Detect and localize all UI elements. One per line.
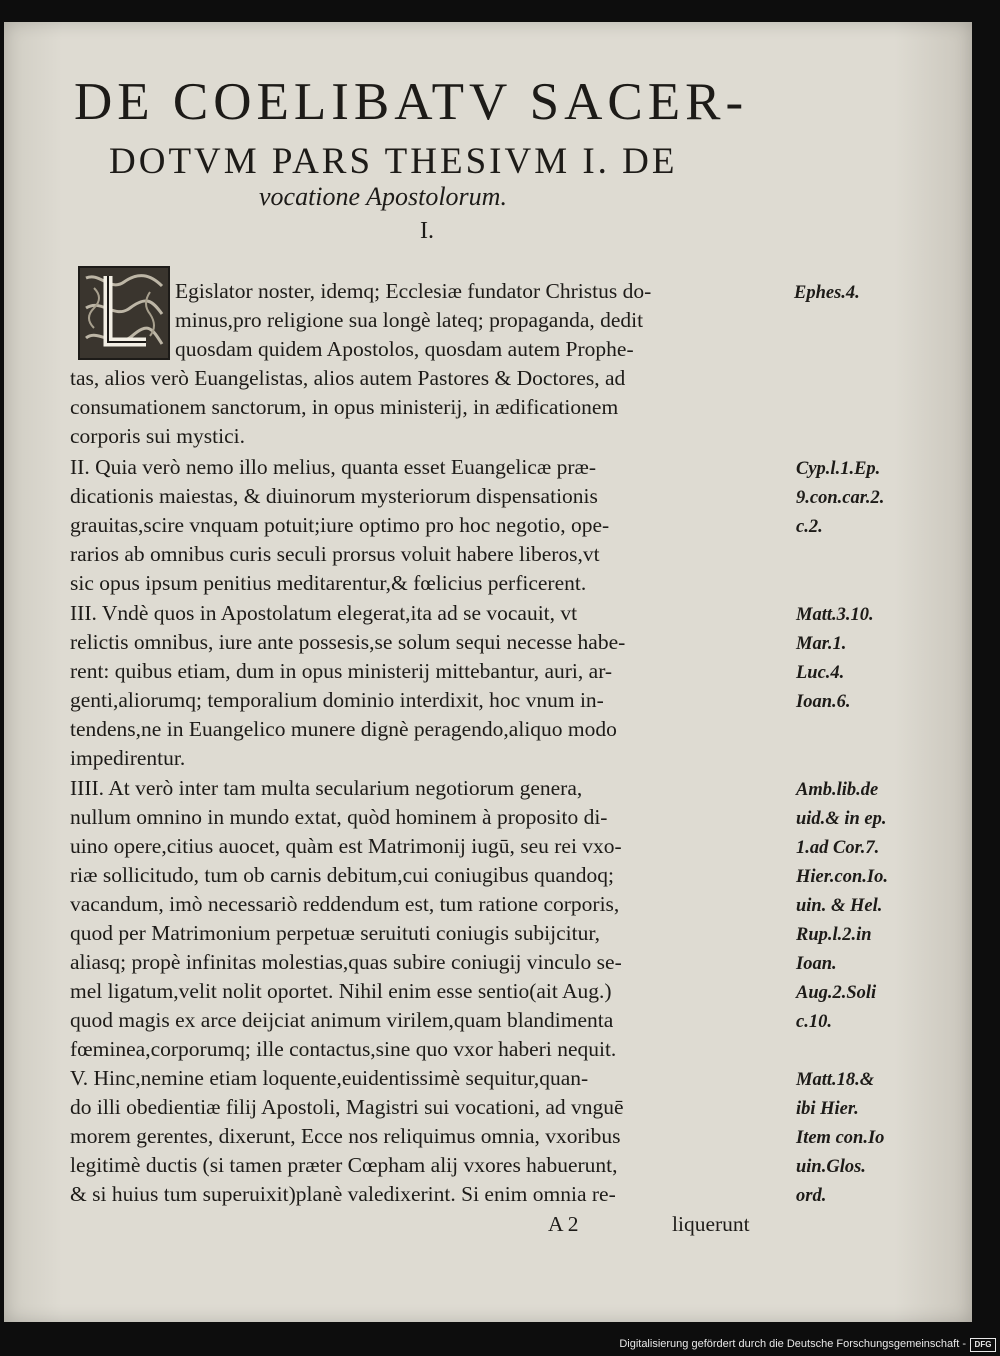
margin-note: Matt.18.& (796, 1070, 875, 1090)
margin-note: Ephes.4. (794, 283, 860, 303)
body-line: genti,aliorumq; temporalium dominio interdixit, hoc vnum in- (70, 688, 604, 712)
margin-note: Rup.l.2.in (796, 925, 872, 945)
margin-note: 1.ad Cor.7. (796, 838, 880, 858)
body-line: uino opere,citius auocet, quàm est Matrimonij iugū, seu rei vxo- (70, 834, 622, 858)
body-line: III. Vndè quos in Apostolatum elegerat,ita ad se vocauit, vt (70, 601, 578, 625)
margin-note: ord. (796, 1186, 827, 1206)
dfg-logo: DFG (970, 1338, 996, 1352)
margin-note: Matt.3.10. (796, 605, 874, 625)
margin-note: Cyp.l.1.Ep. (796, 459, 881, 479)
margin-note: uin.Glos. (796, 1157, 866, 1177)
body-line: grauitas,scire vnquam potuit;iure optimo pro hoc negotio, ope- (70, 513, 610, 537)
body-line: & si huius tum superuixit)planè valedixerint. Si enim omnia re- (70, 1182, 616, 1206)
body-line: tendens,ne in Euangelico munere dignè peragendo,aliquo modo (70, 717, 617, 741)
book-page (4, 22, 972, 1322)
body-line: vacandum, imò necessariò reddendum est, tum ratione corporis, (70, 892, 620, 916)
body-line: tas, alios verò Euangelistas, alios autem Pastores & Doctores, ad (70, 366, 626, 390)
body-line: rent: quibus etiam, dum in opus ministerij mittebantur, auri, ar- (70, 659, 613, 683)
body-line: nullum omnino in mundo extat, quòd hominem à proposito di- (70, 805, 608, 829)
body-line: quosdam quidem Apostolos, quosdam autem Prophe- (175, 337, 634, 361)
margin-note: c.2. (796, 517, 823, 537)
body-line: rarios ab omnibus curis seculi prorsus voluit habere liberos,vt (70, 542, 600, 566)
body-line: morem gerentes, dixerunt, Ecce nos reliquimus omnia, vxoribus (70, 1124, 621, 1148)
body-line: impedirentur. (70, 746, 186, 770)
body-line: do illi obedientiæ filij Apostoli, Magistri sui vocationi, ad vnguē (70, 1095, 624, 1119)
title-line-1: DE COELIBATV SACER- (74, 73, 749, 131)
body-line: fœminea,corporumq; ille contactus,sine quo vxor haberi nequit. (70, 1037, 617, 1061)
body-line: aliasq; propè infinitas molestias,quas subire coniugij vinculo se- (70, 950, 622, 974)
digitization-credit: Digitalisierung gefördert durch die Deutsche Forschungsgemeinschaft - (619, 1338, 966, 1350)
margin-note: ibi Hier. (796, 1099, 859, 1119)
margin-note: Mar.1. (796, 634, 847, 654)
body-line: quod magis ex arce deijciat animum virilem,quam blandimenta (70, 1008, 614, 1032)
section-number: I. (420, 218, 434, 244)
margin-note: uin. & Hel. (796, 896, 883, 916)
body-line: sic opus ipsum penitius meditarentur,& fœlicius perficerent. (70, 571, 587, 595)
body-line: legitimè ductis (si tamen præter Cœpham alij vxores habuerunt, (70, 1153, 618, 1177)
margin-note: 9.con.car.2. (796, 488, 885, 508)
title-line-2: DOTVM PARS THESIVM I. DE (109, 141, 678, 182)
body-line: consumationem sanctorum, in opus ministerij, in ædificationem (70, 395, 619, 419)
margin-note: Item con.Io (796, 1128, 885, 1148)
body-line: mel ligatum,velit nolit oportet. Nihil enim esse sentio(ait Aug.) (70, 979, 612, 1003)
body-line: minus,pro religione sua longè lateq; propaganda, dedit (175, 308, 644, 332)
body-line: dicationis maiestas, & diuinorum mysteriorum dispensationis (70, 484, 598, 508)
margin-note: Ioan. (796, 954, 837, 974)
body-line: riæ sollicitudo, tum ob carnis debitum,cui coniugibus quandoq; (70, 863, 615, 887)
margin-note: c.10. (796, 1012, 832, 1032)
margin-note: uid.& in ep. (796, 809, 887, 829)
body-line: IIII. At verò inter tam multa secularium negotiorum genera, (70, 776, 583, 800)
margin-note: Luc.4. (796, 663, 845, 683)
body-line: Egislator noster, idemq; Ecclesiæ fundator Christus do- (175, 279, 652, 303)
body-line: relictis omnibus, iure ante possesis,se solum sequi necesse habe- (70, 630, 626, 654)
body-line: V. Hinc,nemine etiam loquente,euidentissimè sequitur,quan- (70, 1066, 589, 1090)
signature-mark: A 2 (548, 1212, 579, 1236)
catchword: liquerunt (672, 1212, 750, 1236)
margin-note: Aug.2.Soli (796, 983, 877, 1003)
margin-note: Amb.lib.de (796, 780, 879, 800)
body-line: corporis sui mystici. (70, 424, 245, 448)
margin-note: Hier.con.Io. (796, 867, 888, 887)
body-line: II. Quia verò nemo illo melius, quanta esset Euangelicæ præ- (70, 455, 597, 479)
margin-note: Ioan.6. (796, 692, 851, 712)
decorated-initial-l (78, 266, 170, 360)
body-line: quod per Matrimonium perpetuæ seruituti coniugis subijcitur, (70, 921, 600, 945)
title-line-3: vocatione Apostolorum. (259, 182, 507, 211)
